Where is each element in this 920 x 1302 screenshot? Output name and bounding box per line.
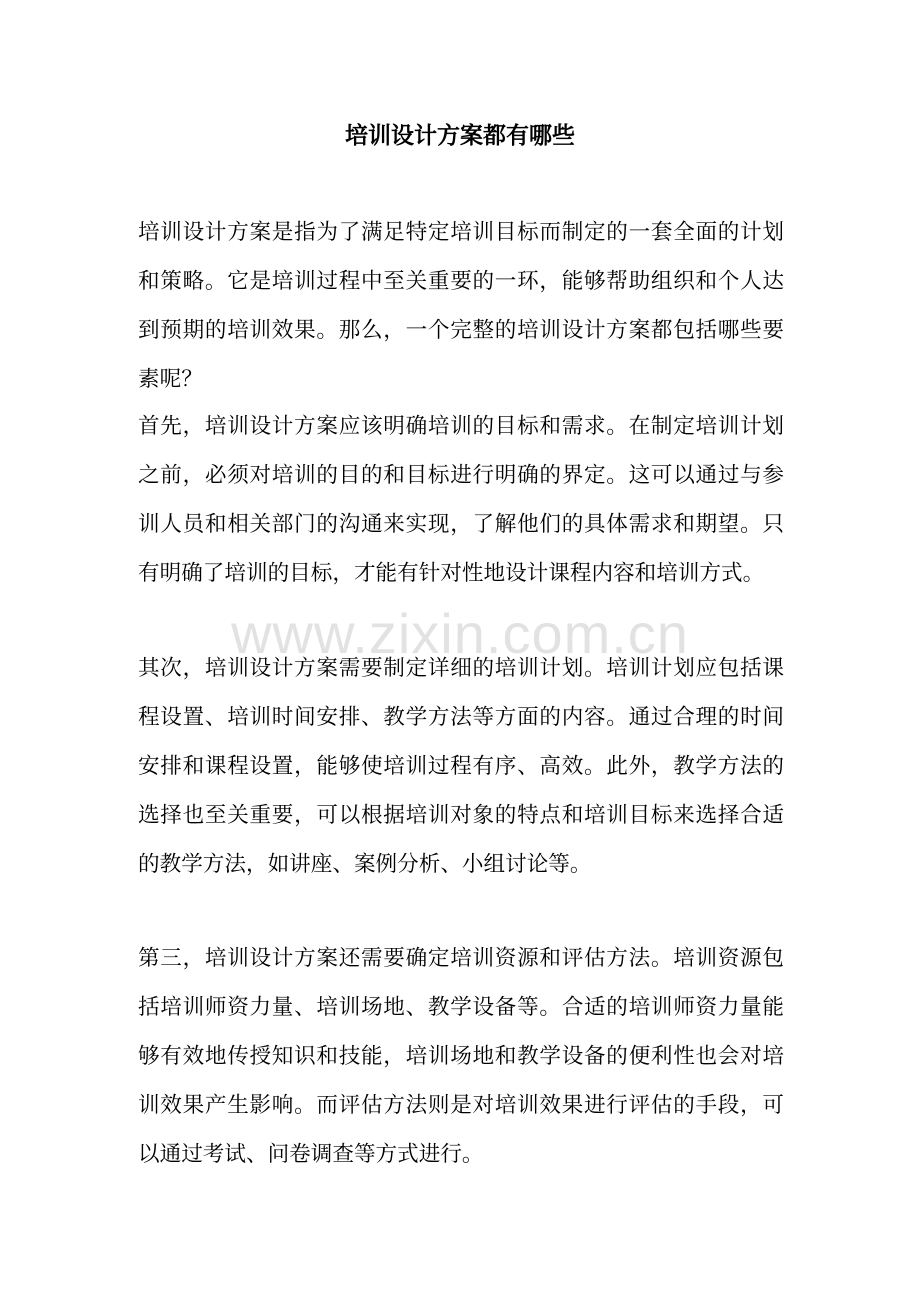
document-title: 培训设计方案都有哪些 xyxy=(345,122,575,149)
paragraph-first: 首先，培训设计方案应该明确培训的目标和需求。在制定培训计划之前，必须对培训的目的和目标进行明确的界定。这可以通过与参训人员和相关部门的沟通来实现，了解他们的具体需求和期望。只有明确了培训的目标，才能有针对性地设计课程内容和培训方式。 xyxy=(138,414,784,586)
watermark-text: www.zixin.com.cn xyxy=(231,602,689,665)
paragraph-third: 第三，培训设计方案还需要确定培训资源和评估方法。培训资源包括培训师资力量、培训场地、教学设备等。合适的培训师资力量能够有效地传授知识和技能，培训场地和教学设备的便利性也会对培训效果产生影响。而评估方法则是对培训效果进行评估的手段，可以通过考试、问卷调查等方式进行。 xyxy=(138,946,784,1167)
paragraph-second: 其次，培训设计方案需要制定详细的培训计划。培训计划应包括课程设置、培训时间安排、教学方法等方面的内容。通过合理的时间安排和课程设置，能够使培训过程有序、高效。此外，教学方法的选择也至关重要，可以根据培训对象的特点和培训目标来选择合适的教学方法，如讲座、案例分析、小组讨论等。 xyxy=(138,656,784,877)
paragraph-intro: 培训设计方案是指为了满足特定培训目标而制定的一套全面的计划和策略。它是培训过程中至关重要的一环，能够帮助组织和个人达到预期的培训效果。那么，一个完整的培训设计方案都包括哪些要素呢？ xyxy=(138,220,784,392)
